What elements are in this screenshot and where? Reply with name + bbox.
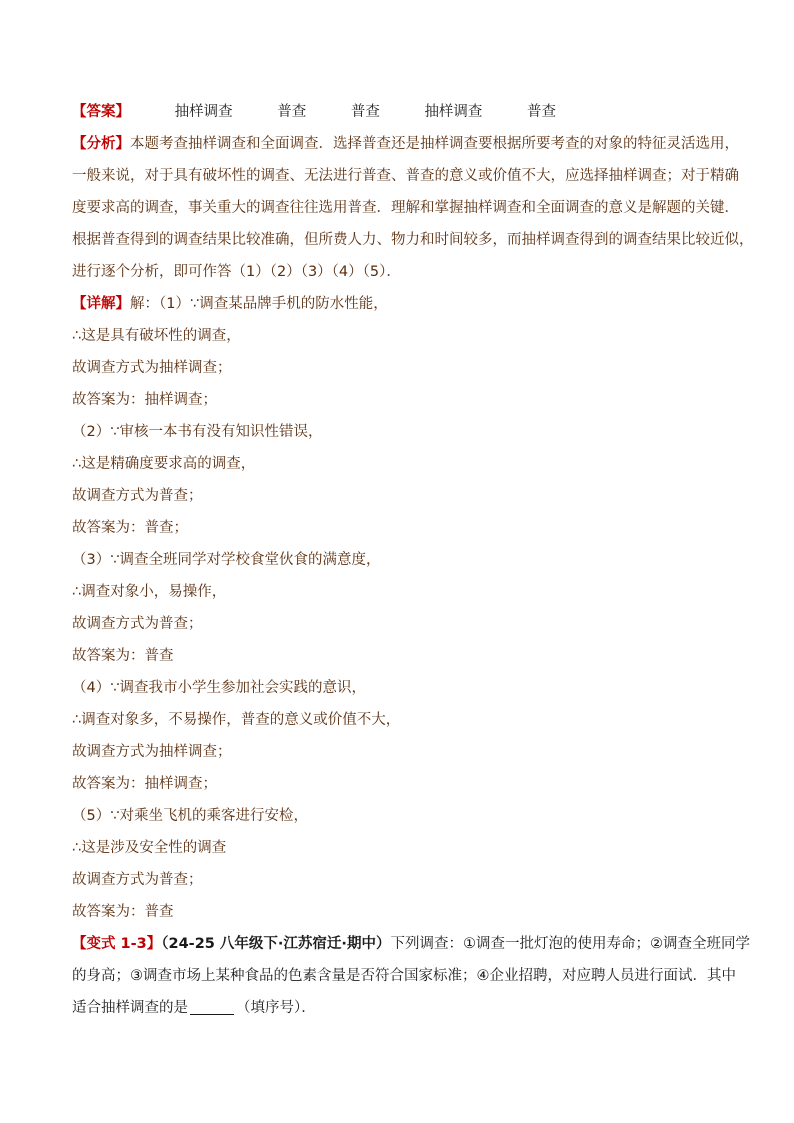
detail-line-1 [72, 288, 722, 320]
answer-blank [190, 998, 234, 1015]
analysis-line-4: 根据普查得到的调查结果比较准确，但所费人力、物力和时间较多，而抽样调查得到的调查结果比较近似， [72, 232, 754, 248]
answer-item-2: 普查 [277, 104, 307, 120]
detail-line: （4）∵调查我市小学生参加社会实践的意识， [72, 680, 366, 696]
variant-question-text: 下列调查：①调查一批灯泡的使用寿命；②调查全班同学 [390, 936, 750, 952]
analysis-line-2: 一般来说，对于具有破坏性的调查、无法进行普查、普查的意义或价值不大，应选择抽样调查；对于精确 [72, 168, 739, 184]
detail-line: 故答案为：抽样调查； [72, 392, 217, 408]
variant-suffix: （填序号）． [236, 1000, 316, 1016]
variant-line-1 [72, 928, 750, 960]
detail-line: 故调查方式为抽样调查； [72, 360, 232, 376]
detail-line: 故调查方式为普查； [72, 616, 203, 632]
answer-line [72, 96, 722, 128]
detail-line: ∴这是涉及安全性的调查 [72, 840, 227, 856]
variant-line-3 [72, 992, 722, 1024]
answer-tag: 【答案】 [72, 104, 130, 120]
document-page [72, 96, 754, 1024]
answer-item-1: 抽样调查 [174, 104, 233, 120]
variant-source: （24-25 八年级下·江苏宿迁·期中） [161, 936, 391, 952]
variant-prompt: 适合抽样调查的是 [72, 1000, 188, 1016]
detail-line: 故调查方式为普查； [72, 488, 203, 504]
detail-tag: 【详解】 [72, 296, 130, 312]
detail-line: （3）∵调查全班同学对学校食堂伙食的满意度， [72, 552, 381, 568]
variant-line-2: 的身高；③调查市场上某种食品的色素含量是否符合国家标准；④企业招聘，对应聘人员进行面试．其中 [72, 968, 736, 984]
detail-line: ∴这是精确度要求高的调查， [72, 456, 256, 472]
detail-text: 解：（1）∵调查某品牌手机的防水性能， [130, 296, 388, 312]
detail-line: （2）∵审核一本书有没有知识性错误， [72, 424, 323, 440]
detail-line: 故答案为：普查 [72, 904, 174, 920]
analysis-line-3: 度要求高的调查，事关重大的调查往往选用普查．理解和掌握抽样调查和全面调查的意义是解题的关键． [72, 200, 739, 216]
detail-line: 故答案为：普查； [72, 520, 188, 536]
answer-item-3: 普查 [350, 104, 380, 120]
detail-line: （5）∵对乘坐飞机的乘客进行安检， [72, 808, 308, 824]
analysis-text: 本题考查抽样调查和全面调查．选择普查还是抽样调查要根据所要考查的对象的特征灵活选用， [130, 136, 739, 152]
detail-line: ∴这是具有破坏性的调查， [72, 328, 241, 344]
detail-line: 故调查方式为抽样调查； [72, 744, 232, 760]
detail-line: ∴调查对象小，易操作， [72, 584, 227, 600]
answer-item-4: 抽样调查 [424, 104, 483, 120]
detail-line: 故答案为：普查 [72, 648, 174, 664]
detail-line: ∴调查对象多，不易操作，普查的意义或价值不大， [72, 712, 401, 728]
detail-line: 故答案为：抽样调查； [72, 776, 217, 792]
variant-tag: 【变式 1-3】 [72, 936, 162, 952]
detail-line: 故调查方式为普查； [72, 872, 203, 888]
answer-item-5: 普查 [527, 104, 557, 120]
analysis-tag: 【分析】 [72, 136, 130, 152]
analysis-line-5: 进行逐个分析，即可作答（1）（2）（3）（4）（5）． [72, 264, 401, 280]
analysis-line-1 [72, 128, 739, 160]
